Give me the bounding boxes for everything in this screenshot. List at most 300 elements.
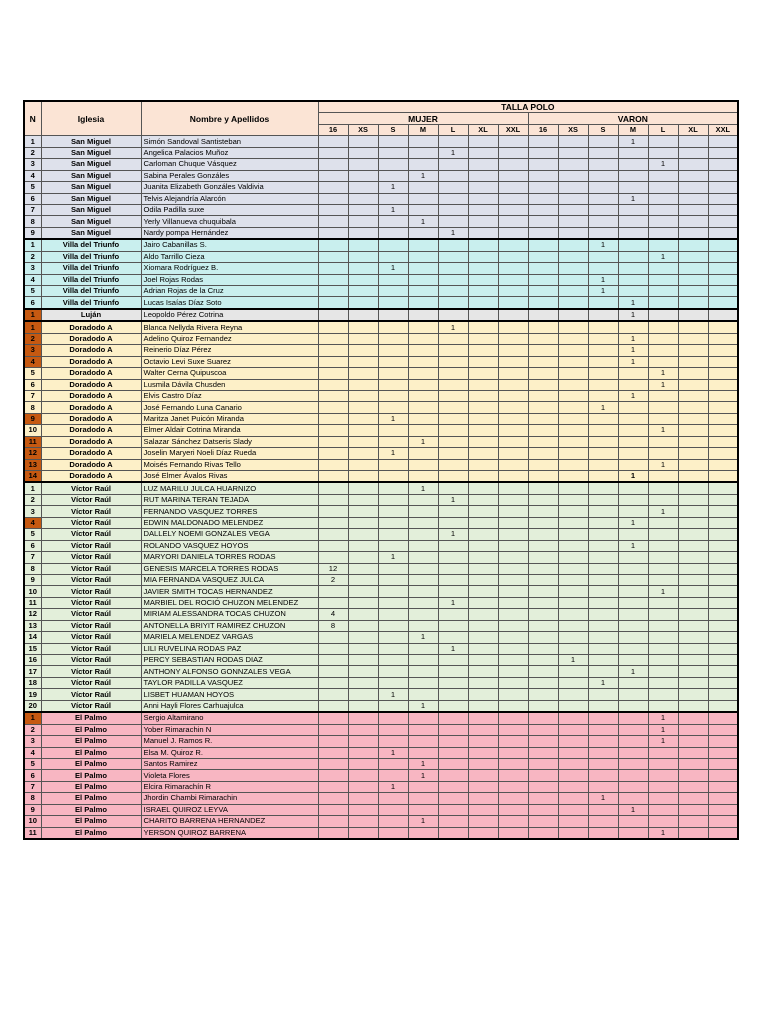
size-count-cell: 1 [438,227,468,239]
size-count-cell [318,655,348,666]
iglesia-cell: Víctor Raúl [41,643,141,654]
nombre-cell: EDWIN MALDONADO MELENDEZ [141,517,318,528]
size-count-cell [648,770,678,781]
size-count-cell [618,552,648,563]
size-count-cell: 1 [618,136,648,147]
size-count-cell: 1 [438,529,468,540]
size-count-cell [588,263,618,274]
size-count-cell [708,251,738,262]
size-count-cell [498,816,528,827]
table-row [24,239,738,251]
size-count-cell [498,297,528,309]
size-count-cell [648,689,678,700]
size-count-cell [678,586,708,597]
size-count-cell [558,781,588,792]
size-count-cell [378,609,408,620]
size-count-cell [678,620,708,631]
size-count-cell [498,482,528,494]
size-count-cell [528,689,558,700]
size-count-cell [348,147,378,158]
size-count-cell [618,700,648,712]
size-count-cell [498,136,528,147]
size-count-cell [558,540,588,551]
nombre-cell: LISBET HUAMAN HOYOS [141,689,318,700]
size-count-cell [348,471,378,483]
size-count-cell [588,620,618,631]
size-count-cell [678,286,708,297]
size-count-cell [408,597,438,608]
row-number: 9 [24,413,41,424]
size-count-cell [588,666,618,677]
table-row [24,827,738,839]
size-count-cell [528,204,558,215]
size-count-cell [708,586,738,597]
nombre-cell: MARIELA MELENDEZ VARGAS [141,632,318,643]
size-count-cell [588,724,618,735]
iglesia-cell: Villa del Triunfo [41,297,141,309]
iglesia-cell: San Miguel [41,227,141,239]
nombre-cell: Elvis Castro Díaz [141,390,318,401]
size-count-cell: 1 [408,216,438,227]
size-count-cell [558,297,588,309]
size-count-cell [528,216,558,227]
size-count-cell [708,540,738,551]
size-count-cell [468,712,498,724]
size-count-cell [498,643,528,654]
size-count-cell [558,182,588,193]
iglesia-cell: San Miguel [41,216,141,227]
nombre-cell: Sergio Altamirano [141,712,318,724]
size-count-cell [618,482,648,494]
size-count-cell [708,333,738,344]
size-count-cell [498,436,528,447]
size-count-cell [498,425,528,436]
nombre-cell: MARYORI DANIELA TORRES RODAS [141,552,318,563]
size-count-cell [408,286,438,297]
size-header-mujer-xl: XL [468,124,498,135]
size-count-cell [588,227,618,239]
size-count-cell [708,459,738,470]
iglesia-cell: Doradodo A [41,471,141,483]
row-number: 9 [24,804,41,815]
size-count-cell [408,677,438,688]
table-row [24,251,738,262]
size-count-cell [438,677,468,688]
size-count-cell [468,182,498,193]
table-row [24,712,738,724]
iglesia-cell: Víctor Raúl [41,689,141,700]
size-count-cell [678,136,708,147]
size-count-cell [618,563,648,574]
size-count-cell [378,816,408,827]
size-count-cell [588,413,618,424]
size-count-cell [408,689,438,700]
size-count-cell [588,506,618,517]
size-count-cell [708,781,738,792]
iglesia-cell: Víctor Raúl [41,620,141,631]
size-count-cell [438,574,468,585]
size-count-cell [408,147,438,158]
iglesia-cell: Doradodo A [41,345,141,356]
size-count-cell [408,529,438,540]
size-count-cell [348,297,378,309]
size-count-cell [528,274,558,285]
size-count-cell [468,793,498,804]
size-count-cell [318,517,348,528]
iglesia-cell: Víctor Raúl [41,700,141,712]
table-row [24,159,738,170]
size-count-cell [438,793,468,804]
size-count-cell [558,643,588,654]
size-count-cell [558,204,588,215]
size-count-cell [678,459,708,470]
size-count-cell [618,574,648,585]
size-count-cell [438,193,468,204]
size-count-cell: 4 [318,609,348,620]
iglesia-cell: Doradodo A [41,333,141,344]
size-count-cell [318,736,348,747]
size-count-cell: 1 [648,368,678,379]
size-count-cell [348,494,378,505]
size-count-cell [678,159,708,170]
size-count-cell: 1 [618,345,648,356]
size-count-cell [618,402,648,413]
size-count-cell [618,239,648,251]
size-count-cell [438,632,468,643]
size-count-cell [648,609,678,620]
row-number: 4 [24,517,41,528]
size-count-cell [408,666,438,677]
size-count-cell [498,529,528,540]
size-count-cell [558,333,588,344]
size-count-cell [648,597,678,608]
size-count-cell [648,193,678,204]
size-count-cell [408,251,438,262]
size-count-cell [558,724,588,735]
nombre-cell: Reinerio Díaz Pérez [141,345,318,356]
size-count-cell [528,309,558,321]
size-count-cell [468,333,498,344]
size-count-cell [528,540,558,551]
size-count-cell [618,227,648,239]
size-count-cell [648,700,678,712]
size-count-cell [468,736,498,747]
size-count-cell [678,204,708,215]
row-number: 3 [24,159,41,170]
nombre-cell: José Elmer Ávalos Rivas [141,471,318,483]
size-count-cell [498,758,528,769]
size-count-cell [318,216,348,227]
size-count-cell [408,413,438,424]
row-number: 16 [24,655,41,666]
size-count-cell [708,309,738,321]
size-count-cell [558,506,588,517]
size-count-cell [468,563,498,574]
size-count-cell [528,747,558,758]
nombre-cell: ROLANDO VASQUEZ HOYOS [141,540,318,551]
size-count-cell [408,804,438,815]
iglesia-cell: El Palmo [41,758,141,769]
iglesia-cell: San Miguel [41,170,141,181]
size-count-cell [678,494,708,505]
size-count-cell [588,459,618,470]
size-count-cell [678,227,708,239]
nombre-cell: PERCY SEBASTIAN RODAS DIAZ [141,655,318,666]
size-count-cell [468,770,498,781]
size-count-cell [468,436,498,447]
size-count-cell [468,655,498,666]
size-count-cell [558,402,588,413]
size-count-cell [468,448,498,459]
table-row [24,793,738,804]
table-row [24,136,738,147]
table-row [24,147,738,158]
size-count-cell [438,425,468,436]
nombre-cell: Joel Rojas Rodas [141,274,318,285]
size-count-cell: 1 [618,517,648,528]
nombre-cell: José Fernando Luna Canario [141,402,318,413]
size-count-cell [378,770,408,781]
size-count-cell [468,159,498,170]
iglesia-cell: Víctor Raúl [41,552,141,563]
size-count-cell [528,700,558,712]
size-count-cell [528,827,558,839]
size-count-cell [708,471,738,483]
size-count-cell [588,643,618,654]
size-count-cell [438,816,468,827]
size-count-cell [348,204,378,215]
size-count-cell [468,227,498,239]
size-count-cell [648,494,678,505]
size-count-cell: 1 [378,747,408,758]
size-count-cell [468,216,498,227]
size-count-cell [438,251,468,262]
size-count-cell [438,689,468,700]
size-count-cell [378,482,408,494]
size-count-cell [438,666,468,677]
nombre-cell: LUZ MARILU JULCA HUARNIZO [141,482,318,494]
row-number: 5 [24,368,41,379]
row-number: 11 [24,827,41,839]
size-count-cell [558,471,588,483]
size-count-cell [318,345,348,356]
polo-size-table [23,100,739,840]
size-count-cell [438,216,468,227]
nombre-cell: LILI RUVELINA RODAS PAZ [141,643,318,654]
table-row [24,540,738,551]
size-count-cell [648,655,678,666]
size-count-cell [648,482,678,494]
size-count-cell [528,251,558,262]
size-count-cell [558,368,588,379]
size-count-cell [558,793,588,804]
size-count-cell: 2 [318,574,348,585]
size-count-cell [408,540,438,551]
table-row [24,758,738,769]
size-count-cell [348,159,378,170]
size-count-cell [468,170,498,181]
size-count-cell [678,482,708,494]
size-count-cell [498,712,528,724]
table-row [24,700,738,712]
iglesia-cell: Doradodo A [41,425,141,436]
size-count-cell [558,379,588,390]
size-header-varon-xs: XS [558,124,588,135]
nombre-cell: Octavio Levi Suxe Suarez [141,356,318,367]
table-row [24,193,738,204]
size-count-cell [348,781,378,792]
size-count-cell [318,586,348,597]
size-count-cell [678,781,708,792]
nombre-cell: Yerly Villanueva chuquibala [141,216,318,227]
row-number: 6 [24,193,41,204]
size-count-cell [438,204,468,215]
size-count-cell [348,700,378,712]
size-count-cell [678,356,708,367]
iglesia-cell: San Miguel [41,193,141,204]
size-count-cell [648,170,678,181]
size-count-cell [378,712,408,724]
size-count-cell [468,482,498,494]
size-count-cell [438,506,468,517]
row-number: 7 [24,552,41,563]
size-count-cell [378,170,408,181]
table-row [24,586,738,597]
size-count-cell [498,216,528,227]
size-count-cell [348,390,378,401]
size-count-cell [528,552,558,563]
size-count-cell [678,390,708,401]
iglesia-cell: San Miguel [41,136,141,147]
size-count-cell [678,297,708,309]
row-number: 11 [24,597,41,608]
size-count-cell [378,193,408,204]
nombre-cell: GENESIS MARCELA TORRES RODAS [141,563,318,574]
size-count-cell: 1 [618,471,648,483]
size-count-cell [588,827,618,839]
size-count-cell: 1 [618,804,648,815]
size-count-cell [498,379,528,390]
nombre-cell: FERNANDO VASQUEZ TORRES [141,506,318,517]
size-count-cell [498,227,528,239]
size-count-cell [618,368,648,379]
nombre-cell: Lusmila Dávila Chusden [141,379,318,390]
size-count-cell [378,517,408,528]
size-count-cell [648,793,678,804]
nombre-cell: Xiomara Rodríguez B. [141,263,318,274]
size-count-cell [678,597,708,608]
size-count-cell [468,586,498,597]
size-count-cell [468,368,498,379]
size-header-mujer-l: L [438,124,468,135]
size-count-cell [558,413,588,424]
size-count-cell [558,816,588,827]
row-number: 14 [24,632,41,643]
size-count-cell [498,459,528,470]
size-count-cell [558,263,588,274]
size-count-cell [498,666,528,677]
table-row [24,274,738,285]
row-number: 10 [24,816,41,827]
size-count-cell [438,159,468,170]
size-count-cell [558,251,588,262]
size-count-cell [318,193,348,204]
row-number: 1 [24,309,41,321]
size-count-cell [348,448,378,459]
size-count-cell [618,251,648,262]
size-count-cell [438,263,468,274]
size-count-cell [588,736,618,747]
table-row [24,459,738,470]
iglesia-cell: El Palmo [41,724,141,735]
nombre-cell: Blanca Nellyda Rivera Reyna [141,321,318,333]
size-header-mujer-m: M [408,124,438,135]
table-row [24,297,738,309]
header-varon: VARON [528,113,738,124]
size-count-cell [498,204,528,215]
table-row [24,563,738,574]
size-count-cell [348,309,378,321]
size-count-cell [468,239,498,251]
size-count-cell: 1 [648,506,678,517]
size-count-cell [318,333,348,344]
size-count-cell [708,368,738,379]
size-count-cell [708,666,738,677]
nombre-cell: Jairo Cabanillas S. [141,239,318,251]
size-count-cell [618,436,648,447]
nombre-cell: ANTHONY ALFONSO GONNZALES VEGA [141,666,318,677]
size-count-cell [408,390,438,401]
size-count-cell [648,529,678,540]
size-count-cell [558,609,588,620]
size-count-cell: 1 [378,182,408,193]
size-count-cell [588,471,618,483]
size-count-cell [378,724,408,735]
nombre-cell: RUT MARINA TERAN TEJADA [141,494,318,505]
size-count-cell [378,563,408,574]
size-count-cell [378,227,408,239]
size-count-cell [678,827,708,839]
size-count-cell: 1 [618,309,648,321]
iglesia-cell: Víctor Raúl [41,482,141,494]
table-row [24,609,738,620]
size-count-cell [318,459,348,470]
size-count-cell [468,620,498,631]
size-count-cell [498,402,528,413]
iglesia-cell: Doradodo A [41,368,141,379]
size-count-cell [408,402,438,413]
nombre-cell: Adelino Quiroz Fernandez [141,333,318,344]
table-row [24,597,738,608]
size-count-cell [348,170,378,181]
size-count-cell [438,136,468,147]
size-count-cell [678,309,708,321]
size-count-cell [468,724,498,735]
table-row [24,517,738,528]
size-count-cell [498,506,528,517]
size-count-cell [438,758,468,769]
size-count-cell [678,506,708,517]
iglesia-cell: Luján [41,309,141,321]
size-count-cell [498,321,528,333]
size-count-cell [498,286,528,297]
size-count-cell [468,413,498,424]
size-count-cell [588,770,618,781]
size-count-cell [618,770,648,781]
row-number: 8 [24,563,41,574]
size-count-cell [498,193,528,204]
size-count-cell [468,147,498,158]
